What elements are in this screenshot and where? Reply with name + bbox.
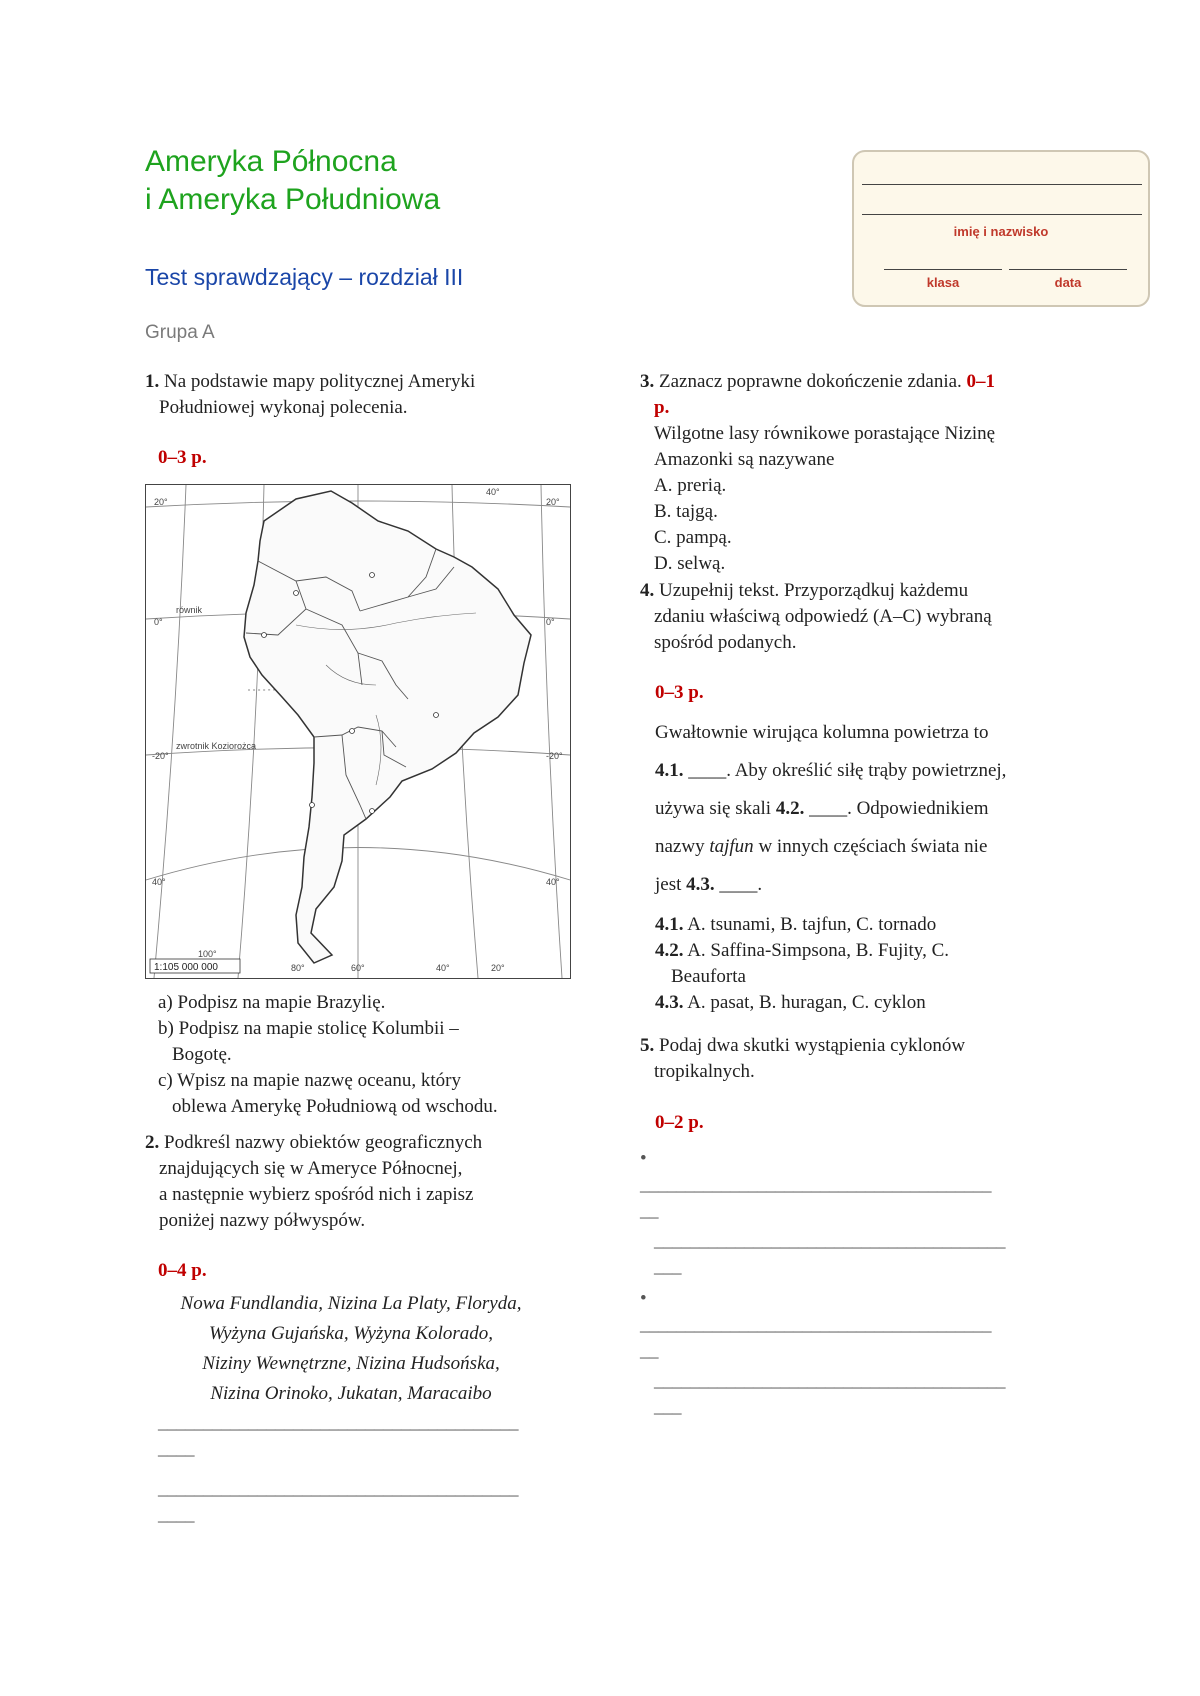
- q2-line-2: znajdujących się w Ameryce Północnej,: [159, 1158, 463, 1179]
- q2-points: 0–4 p.: [158, 1260, 207, 1281]
- q3-text: Zaznacz poprawne dokończenie zdania.: [659, 371, 962, 392]
- class-label: klasa: [926, 275, 960, 290]
- q3-points: 0–1: [966, 371, 996, 392]
- map-label-lon-20-top: 20°: [546, 497, 560, 507]
- q3-option-c[interactable]: C. pampą.: [654, 527, 732, 548]
- q1-text-2: Południowej wykonaj polecenia.: [159, 397, 408, 418]
- q5-bullet-2: •: [640, 1288, 647, 1309]
- q5-blank-3b[interactable]: __: [640, 1340, 658, 1361]
- q4-para-3[interactable]: ____. Odpowiednikiem: [804, 798, 989, 819]
- q2-line-4: poniżej nazwy półwyspów.: [159, 1210, 366, 1231]
- map-label-lat-20s-right: -20°: [546, 751, 563, 761]
- q4-paragraph: [655, 714, 1095, 904]
- map-drawing: [146, 485, 570, 978]
- q3-option-d[interactable]: D. selwą.: [654, 553, 726, 574]
- question-4: [640, 578, 1080, 656]
- q2-blank-2[interactable]: ________________________________________: [158, 1478, 518, 1499]
- title-line-1: Ameryka Północna: [145, 145, 397, 178]
- q4-para-2-num: 4.1.: [655, 760, 684, 781]
- q5-blank-3[interactable]: _______________________________________: [640, 1314, 991, 1335]
- name-line-2[interactable]: [862, 214, 1142, 215]
- q3-stem-2: Amazonki są nazywane: [654, 449, 835, 470]
- question-5: [640, 1033, 1080, 1085]
- q5-blank-1[interactable]: _______________________________________: [640, 1174, 991, 1195]
- q2-option-line-4: Nizina Orinoko, Jukatan, Maracaibo: [210, 1383, 492, 1404]
- student-info-card: [852, 150, 1150, 307]
- question-3: [640, 369, 1080, 577]
- q1-task-a: a) Podpisz na mapie Brazylię.: [158, 992, 386, 1013]
- q2-answer-area[interactable]: [158, 1410, 518, 1528]
- q5-blank-4[interactable]: _______________________________________: [654, 1370, 1005, 1391]
- q4-para-2[interactable]: ____. Aby określić siłę trąby powietrznej,: [683, 760, 1007, 781]
- q4-answer-2[interactable]: A. Saffina-Simpsona, B. Fujity, C.: [683, 940, 949, 961]
- q4-para-1: Gwałtownie wirująca kolumna powietrza to: [655, 722, 989, 743]
- q2-blank-1[interactable]: ________________________________________: [158, 1412, 518, 1433]
- q5-text-1: Podaj dwa skutki wystąpienia cyklonów: [659, 1035, 966, 1056]
- map-label-lat-40s-right: 40°: [546, 877, 560, 887]
- q4-answer-3[interactable]: A. pasat, B. huragan, C. cyklon: [683, 992, 926, 1013]
- q1-tasks: [158, 990, 578, 1120]
- q5-blank-2b[interactable]: ___: [654, 1256, 681, 1277]
- q4-answers: [655, 912, 1095, 1016]
- q4-line-2: zdaniu właściwą odpowiedź (A–C) wybraną: [654, 606, 992, 627]
- name-label: imię i nazwisko: [953, 224, 1049, 239]
- q1-task-b: b) Podpisz na mapie stolicę Kolumbii –: [158, 1018, 459, 1039]
- map-label-lat-0: 0°: [154, 617, 163, 627]
- q2-number: 2.: [145, 1132, 160, 1153]
- map-label-lon-100: 100°: [198, 949, 217, 959]
- q4-para-3-num: 4.2.: [775, 798, 805, 819]
- q2-blank-2b[interactable]: ____: [158, 1504, 194, 1525]
- q4-para-4: w innych częściach świata nie: [753, 836, 988, 857]
- q1-text-1: Na podstawie mapy politycznej Ameryki: [164, 371, 476, 392]
- q5-answer-area[interactable]: [640, 1146, 1005, 1420]
- group-label: Grupa A: [145, 322, 215, 343]
- map-label-lat-0-right: 0°: [546, 617, 555, 627]
- name-line-1[interactable]: [862, 184, 1142, 185]
- grid-meridian-100: [154, 485, 186, 978]
- q4-number: 4.: [640, 580, 655, 601]
- q4-para-4-start: nazwy: [655, 836, 710, 857]
- title-line-2: i Ameryka Południowa: [145, 183, 441, 216]
- map-label-lat-40s: 40°: [152, 877, 166, 887]
- q5-number: 5.: [640, 1035, 655, 1056]
- q4-answer-3-num: 4.3.: [655, 992, 684, 1013]
- q1-task-c-cont: oblewa Amerykę Południową od wschodu.: [172, 1096, 498, 1117]
- q4-para-5-start: jest: [655, 874, 687, 895]
- map-label-lon-40: 40°: [436, 963, 450, 973]
- q4-answer-1-num: 4.1.: [655, 914, 684, 935]
- q5-bullet-1: •: [640, 1148, 647, 1169]
- map-label-tropic: zwrotnik Koziorożca: [176, 741, 257, 751]
- q3-option-b[interactable]: B. tajgą.: [654, 501, 718, 522]
- q2-option-line-2: Wyżyna Gujańska, Wyżyna Kolorado,: [208, 1323, 494, 1344]
- q1-points: 0–3 p.: [158, 447, 207, 468]
- continent-outline: [244, 491, 531, 963]
- south-america-map[interactable]: [145, 484, 571, 979]
- grid-meridian-20: [541, 485, 562, 978]
- q4-points: 0–3 p.: [655, 682, 704, 703]
- map-scale-label: 1:105 000 000: [154, 962, 218, 973]
- page-title: [145, 143, 440, 219]
- map-label-lon-20: 20°: [491, 963, 505, 973]
- q2-line-3: a następnie wybierz spośród nich i zapisz: [159, 1184, 474, 1205]
- q3-number: 3.: [640, 371, 655, 392]
- q4-answer-1[interactable]: A. tsunami, B. tajfun, C. tornado: [683, 914, 937, 935]
- q2-line-1: Podkreśl nazwy obiektów geograficznych: [164, 1132, 483, 1153]
- map-label-lat-20s: -20°: [152, 751, 169, 761]
- q4-para-5-num: 4.3.: [686, 874, 715, 895]
- q4-answer-2-cont: Beauforta: [671, 966, 746, 987]
- question-2: [145, 1130, 575, 1234]
- q5-blank-4b[interactable]: ___: [654, 1396, 681, 1417]
- date-label: data: [1054, 275, 1082, 290]
- q3-points-unit: p.: [654, 397, 670, 418]
- map-label-lon-80: 80°: [291, 963, 305, 973]
- map-label-lon-60: 60°: [351, 963, 365, 973]
- map-label-lon-40-top: 40°: [486, 487, 500, 497]
- q4-answer-2-num: 4.2.: [655, 940, 684, 961]
- q4-line-1: Uzupełnij tekst. Przyporządkuj każdemu: [659, 580, 969, 601]
- q5-text-2: tropikalnych.: [654, 1061, 755, 1082]
- q1-number: 1.: [145, 371, 160, 392]
- q2-options: [145, 1289, 557, 1409]
- q5-points: 0–2 p.: [655, 1112, 704, 1133]
- map-label-lat-20n: 20°: [154, 497, 168, 507]
- q4-para-5[interactable]: ____.: [714, 874, 763, 895]
- test-subtitle: Test sprawdzający – rozdział III: [145, 264, 464, 290]
- q5-blank-1b[interactable]: __: [640, 1200, 658, 1221]
- q2-option-line-1: Nowa Fundlandia, Nizina La Platy, Floryda,: [180, 1293, 522, 1314]
- q1-task-c: c) Wpisz na mapie nazwę oceanu, który: [158, 1070, 461, 1091]
- q5-blank-2[interactable]: _______________________________________: [654, 1230, 1005, 1251]
- q4-para-3-start: używa się skali: [655, 798, 776, 819]
- q4-line-3: spośród podanych.: [654, 632, 797, 653]
- class-line[interactable]: [884, 269, 1002, 270]
- q2-blank-1b[interactable]: ____: [158, 1438, 194, 1459]
- q3-stem-1: Wilgotne lasy równikowe porastające Nizinę: [654, 423, 996, 444]
- date-line[interactable]: [1009, 269, 1127, 270]
- q1-task-b-cont: Bogotę.: [172, 1044, 232, 1065]
- question-1: [145, 369, 565, 421]
- q4-para-4-italic: tajfun: [709, 836, 754, 857]
- q2-option-line-3: Niziny Wewnętrzne, Nizina Hudsońska,: [202, 1353, 500, 1374]
- q3-option-a[interactable]: A. prerią.: [654, 475, 727, 496]
- map-label-equator: równik: [176, 605, 203, 615]
